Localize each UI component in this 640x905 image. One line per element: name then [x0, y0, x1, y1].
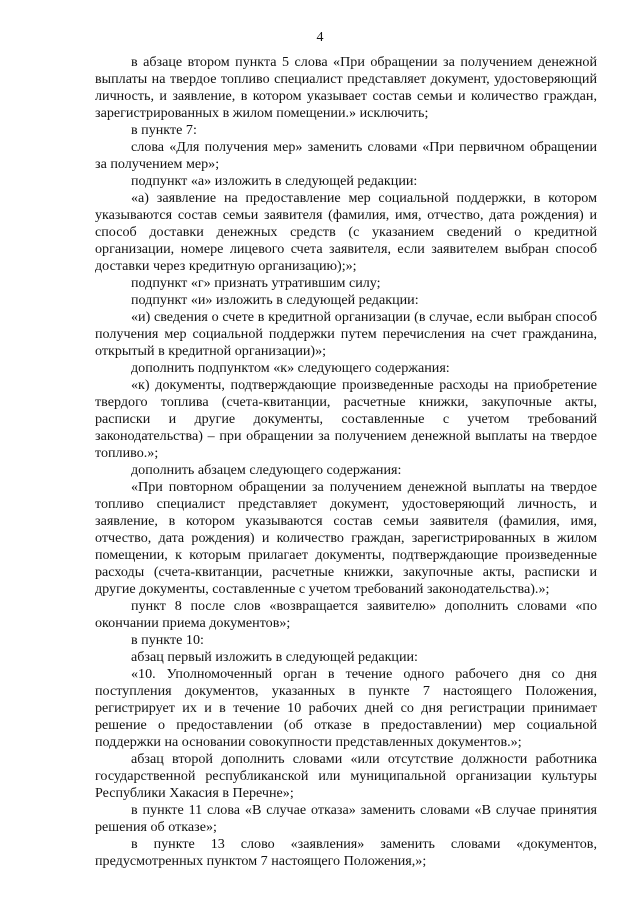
- paragraph: в пункте 11 слова «В случае отказа» заменить словами «В случае принятия решения об отказе»;: [95, 802, 597, 835]
- paragraph: «к) документы, подтверждающие произведенные расходы на приобретение твердого топлива (счета-квитанции, расчетные книжки, закупочные акты, расписки и другие документы, составленные с учетом требований законодательства) – при обращении за получением денежной выплаты на твердое топливо.»;: [95, 377, 597, 461]
- paragraph: в абзаце втором пункта 5 слова «При обращении за получением денежной выплаты на твердое топливо специалист представляет документ, удостоверяющий личность, и заявление, в котором указывает состав семьи и количество граждан, зарегистрированных в жилом помещении.» исключить;: [95, 54, 597, 121]
- paragraph: пункт 8 после слов «возвращается заявителю» дополнить словами «по окончании приема документов»;: [95, 598, 597, 631]
- paragraph: абзац второй дополнить словами «или отсутствие должности работника государственной республиканской или муниципальной организации культуры Республики Хакасия в Перечне»;: [95, 751, 597, 801]
- paragraph: подпункт «а» изложить в следующей редакции:: [131, 173, 418, 189]
- document-body: [95, 54, 597, 870]
- paragraph: подпункт «и» изложить в следующей редакции:: [131, 292, 419, 308]
- paragraph: подпункт «г» признать утратившим силу;: [131, 275, 381, 291]
- paragraph: «При повторном обращении за получением денежной выплаты на твердое топливо специалист представляет документ, удостоверяющий личность, и заявление, в котором указываются состав семьи заявителя (фамилия, имя, отчество, дата рождения) и количество граждан, зарегистрированных в жилом помещении, к которым прилагает документы, подтверждающие произведенные расходы (счета-квитанции, расчетные книжки, закупочные акты, расписки и другие документы, составленные с учетом требований законодательства).»;: [95, 479, 597, 597]
- page-number: 4: [316, 30, 324, 45]
- paragraph: в пункте 10:: [131, 632, 204, 648]
- paragraph: в пункте 13 слово «заявления» заменить словами «документов, предусмотренных пунктом 7 настоящего Положения,»;: [95, 836, 597, 869]
- paragraph: «и) сведения о счете в кредитной организации (в случае, если выбран способ получения мер социальной поддержки путем перечисления на счет гражданина, открытый в кредитной организации)»;: [95, 309, 597, 359]
- paragraph: абзац первый изложить в следующей редакции:: [131, 649, 418, 665]
- paragraph: дополнить абзацем следующего содержания:: [131, 462, 402, 478]
- paragraph: «а) заявление на предоставление мер социальной поддержки, в котором указываются состав семьи заявителя (фамилия, имя, отчество, дата рождения) и способ доставки денежных средств (с указанием сведений о кредитной организации, номере лицевого счета заявителя, если заявителем выбран способ доставки через кредитную организацию);»;: [95, 190, 597, 274]
- paragraph: «10. Уполномоченный орган в течение одного рабочего дня со дня поступления документов, указанных в пункте 7 настоящего Положения, регистрирует их и в течение 10 рабочих дней со дня регистрации принимает решение о предоставлении (об отказе в предоставлении) мер социальной поддержки на основании совокупности представленных документов.»;: [95, 666, 597, 750]
- paragraph: дополнить подпунктом «к» следующего содержания:: [131, 360, 450, 376]
- paragraph: в пункте 7:: [131, 122, 197, 138]
- paragraph: слова «Для получения мер» заменить словами «При первичном обращении за получением мер»;: [95, 139, 597, 172]
